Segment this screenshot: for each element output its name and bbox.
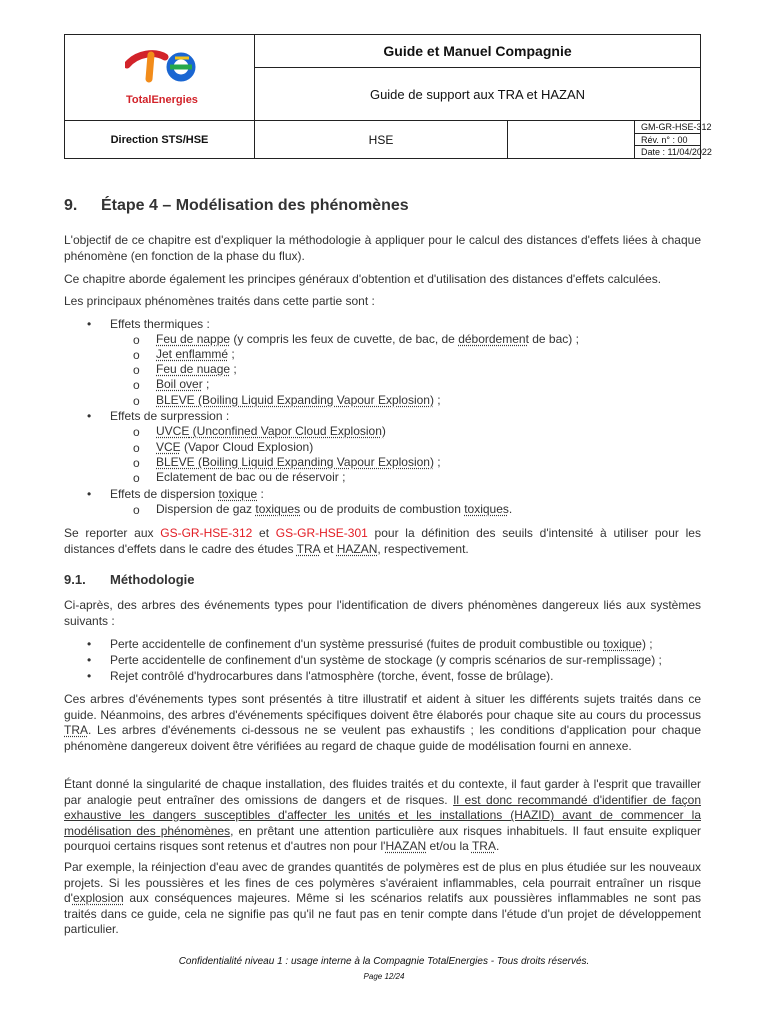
method-bullet-storage: Perte accidentelle de confinement d'un système de stockage (y compris scénarios de sur-remplissage) ; — [110, 653, 662, 667]
subsection-heading — [64, 572, 195, 587]
term-tra: TRA — [471, 839, 496, 854]
bullet-dot: • — [87, 317, 92, 331]
list-item-gas-dispersion — [156, 502, 512, 518]
sub-bullet: o — [133, 503, 140, 517]
intro-paragraph-1: L'objectif de ce chapitre est d'expliquer la méthodologie à appliquer pour le calcul des distances d'effets liées à chaque phénomène (en fonction de la phase du flux). — [64, 233, 701, 263]
text: Par exemple, la réinjection d'eau avec de grandes quantités de polymères est de plus en plus étudiée sur les nouveaux projets. Si les poussières et les fines de ces polymères s'avéraient inflammables, cela pourrait entraîner un risque d' — [64, 860, 701, 906]
text: de bac) ; — [528, 332, 579, 346]
references-paragraph — [64, 526, 701, 557]
text: . Les arbres d'événements ci-dessous ne se veulent pas exhaustifs ; les conditions d'application pour chaque phénomène dangereux doivent être vérifiées au regard de chaque guide de modélisation fourni en annexe. — [64, 723, 701, 753]
method-paragraph-1: Ci-après, des arbres des événements types pour l'identification de divers phénomènes dangereux liés aux systèmes suivants : — [64, 598, 701, 628]
text: et/ou la — [426, 839, 472, 854]
bullet-dot: • — [87, 637, 92, 651]
bullet-dot: • — [87, 409, 92, 423]
text: Ces arbres d'événements types sont présentés à titre illustratif et aident à situer les différents sujets traités dans ce guide. Néanmoins, des arbres d'événements spécifiques doivent être élaborés pour chaque site au cours du processus — [64, 692, 701, 722]
term-explosion: explosion — [72, 891, 124, 906]
direction-label: Direction STS/HSE — [65, 121, 255, 159]
section-number: 9. — [64, 197, 78, 214]
term-jet-fire: Jet enflammé — [156, 347, 229, 361]
text: et — [252, 526, 276, 540]
text: ; — [433, 393, 441, 407]
blank-cell — [508, 121, 635, 159]
term-uvce-expansion: (Unconfined Vapor Cloud Explosion) — [189, 424, 386, 438]
text: aux conséquences majeures. Même si les scénarios relatifs aux poussières inflammables ne sont pas traités dans ce guide, cela ne signifie pas qu'il ne faut pas en tenir compte dans l'étude d'un projet de développement particulier. — [64, 891, 701, 937]
term-toxic: toxiques — [464, 502, 509, 516]
term-overflow: débordement — [458, 332, 529, 346]
totalenergies-logo-icon — [125, 49, 205, 85]
sub-bullet: o — [133, 471, 140, 485]
text: Se reporter aux — [64, 526, 161, 540]
text: , en prêtant une attention particulière aux risques inhabituels. Il faut ensuite expliquer pourquoi certains risques sont retenus et d'autres non pour l' — [64, 823, 702, 854]
document-date: Date : 11/04/2022 — [641, 147, 712, 158]
list-item-dispersion — [110, 487, 264, 503]
document-reference: GM-GR-HSE-312 — [635, 121, 700, 134]
term-bleve: BLEVE — [156, 393, 195, 407]
confidentiality-footer: Confidentialité niveau 1 : usage interne à la Compagnie TotalEnergies - Tous droits réservés. — [178, 956, 590, 967]
method-paragraph-4 — [64, 860, 701, 938]
text: ; — [433, 455, 441, 469]
term-bleve-expansion: (Boiling Liquid Expanding Vapour Explosion) — [194, 455, 434, 469]
list-item-bleve-overpressure — [156, 455, 441, 471]
term-bleve-expansion: (Boiling Liquid Expanding Vapour Explosion) — [194, 393, 434, 407]
header-info-row — [65, 120, 712, 158]
sub-bullet: o — [133, 378, 140, 392]
reference-link-hse-312[interactable]: GS-GR-HSE-312 — [160, 526, 253, 540]
term-toxic: toxique — [603, 637, 642, 651]
term-tra: TRA — [64, 723, 88, 738]
list-item-overpressure: Effets de surpression : — [110, 409, 230, 423]
sub-bullet: o — [133, 441, 140, 455]
term-toxic: toxiques — [255, 502, 301, 516]
method-bullet-pressurized — [110, 637, 653, 653]
list-item-jet-fire — [156, 347, 235, 363]
text: ; — [230, 362, 237, 376]
term-hazan: HAZAN — [385, 839, 427, 854]
sub-bullet: o — [133, 456, 140, 470]
section-title: Étape 4 – Modélisation des phénomènes — [101, 197, 409, 214]
subsection-number: 9.1. — [64, 572, 86, 587]
term-pool-fire: Feu de nappe — [156, 332, 231, 346]
bullet-dot: • — [87, 669, 92, 683]
list-item-flash-fire — [156, 362, 237, 378]
text: ou de produits de combustion — [300, 502, 465, 516]
bullet-dot: • — [87, 653, 92, 667]
sub-bullet: o — [133, 425, 140, 439]
term-tra: TRA — [296, 541, 321, 556]
text: . — [508, 502, 513, 516]
brand-name: TotalEnergies — [126, 94, 198, 106]
term-vce: VCE — [156, 440, 181, 454]
method-paragraph-3 — [64, 777, 701, 855]
list-item-uvce — [156, 424, 386, 440]
list-item-bleve-thermal — [156, 393, 441, 409]
intro-paragraph-3: Les principaux phénomènes traités dans cette partie sont : — [64, 294, 375, 308]
reference-link-hse-301[interactable]: GS-GR-HSE-301 — [275, 526, 368, 540]
term-hazan: HAZAN — [336, 541, 378, 556]
sub-bullet: o — [133, 333, 140, 347]
method-bullet-release: Rejet contrôlé d'hydrocarbures dans l'atmosphère (torche, évent, fosse de brûlage). — [110, 669, 554, 683]
text: ) ; — [641, 637, 653, 651]
sub-bullet: o — [133, 394, 140, 408]
text: : — [257, 487, 264, 501]
list-item-vce — [156, 440, 313, 456]
term-toxic: toxique — [218, 487, 258, 501]
list-item-pool-fire — [156, 332, 579, 348]
text: pour la définition des seuils d'intensité à utiliser pour les distances d'effets dans le cadre des études — [64, 526, 701, 556]
page-number: Page 12/24 — [363, 972, 405, 981]
document-header — [64, 34, 712, 159]
document-subtitle: Guide de support aux TRA et HAZAN — [369, 86, 586, 102]
list-item-boil-over — [156, 377, 209, 393]
domain-label: HSE — [255, 121, 508, 159]
term-boil-over: Boil over — [156, 377, 203, 391]
section-heading — [64, 197, 409, 215]
list-item-thermal: Effets thermiques : — [110, 317, 210, 331]
sub-bullet: o — [133, 348, 140, 362]
term-flash-fire: Feu de nuage — [156, 362, 231, 376]
text: Dispersion de gaz — [156, 502, 256, 516]
text: Étant donné la singularité de chaque installation, des fluides traités et du contexte, il faut garder à l'esprit que travailler par analogie peut entraîner des omissions de dangers et de risques. — [64, 777, 701, 807]
text: (Vapor Cloud Explosion) — [180, 440, 314, 454]
subsection-title: Méthodologie — [110, 572, 195, 587]
document-meta — [635, 121, 712, 159]
intro-paragraph-2: Ce chapitre aborde également les principes généraux d'obtention et d'utilisation des distances d'effets calculées. — [64, 272, 662, 286]
text: et — [320, 541, 337, 556]
term-uvce: UVCE — [156, 424, 190, 438]
sub-bullet: o — [133, 363, 140, 377]
text: ; — [202, 377, 210, 391]
logo-cell — [65, 35, 255, 120]
term-bleve: BLEVE — [156, 455, 195, 469]
method-paragraph-2 — [64, 692, 701, 754]
bullet-dot: • — [87, 487, 92, 501]
text: . — [495, 839, 500, 854]
text: Perte accidentelle de confinement d'un système pressurisé (fuites de produit combustible ou — [110, 637, 604, 651]
text: ; — [228, 347, 235, 361]
recommendation-text: Il est donc recommandé d'identifier de façon exhaustive les dangers susceptibles d'affecter les unités et les installations (HAZID) avant de commencer la modélisation des phénomènes — [64, 792, 701, 838]
list-item-tank-rupture: Eclatement de bac ou de réservoir ; — [156, 470, 346, 484]
document-title: Guide et Manuel Compagnie — [255, 35, 700, 68]
text: (y compris les feux de cuvette, de bac, de — [230, 332, 459, 346]
text: , respectivement. — [377, 541, 469, 556]
revision-number: Rév. n° : 00 — [635, 134, 700, 147]
text: Effets de dispersion — [110, 487, 219, 501]
